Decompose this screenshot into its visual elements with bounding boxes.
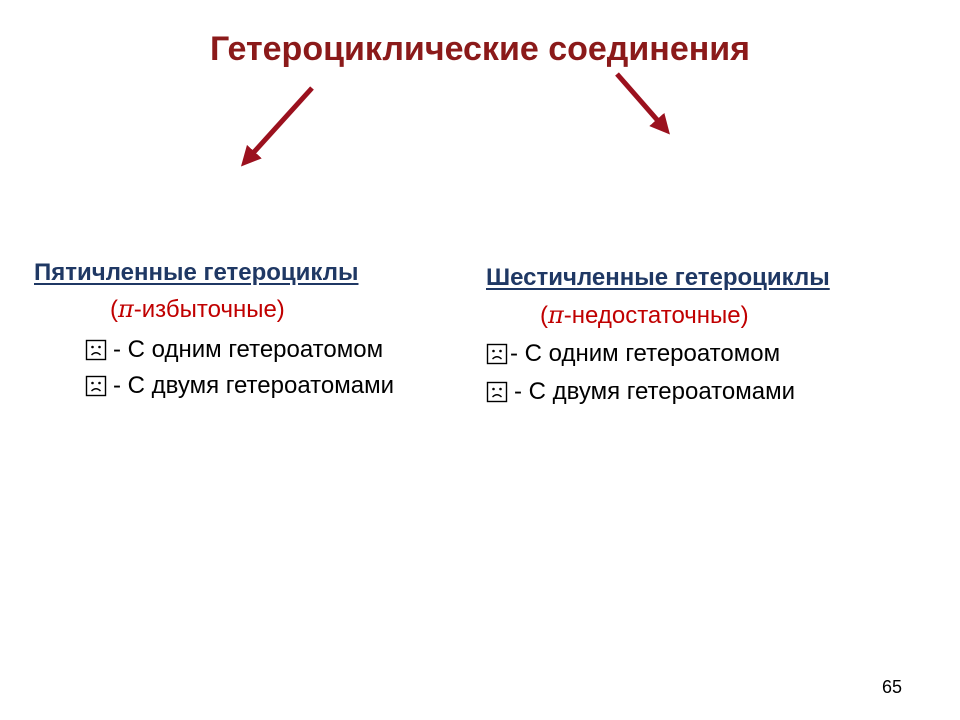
list-item [486, 338, 780, 370]
pi-symbol: π [118, 295, 134, 323]
item-text: - С двумя гетероатомами [514, 378, 795, 405]
list-item [486, 376, 795, 408]
note-text: -недостаточные) [563, 302, 749, 329]
frown-face-icon [85, 375, 107, 397]
list-item [85, 370, 394, 402]
frown-face-icon [85, 339, 107, 361]
page-number: 65 [881, 677, 902, 697]
note-open-paren: ( [110, 296, 118, 323]
frown-face-icon [486, 381, 508, 403]
pi-symbol: π [548, 301, 564, 329]
six-membered-heading: Шестичленные гетероциклы [486, 264, 830, 291]
list-item [85, 334, 383, 366]
frown-face-icon [486, 343, 508, 365]
five-membered-heading: Пятичленные гетероциклы [34, 259, 359, 286]
note-open-paren: ( [540, 302, 548, 329]
note-text: -избыточные) [133, 296, 285, 323]
item-text: - С одним гетероатомом [510, 340, 781, 367]
slide-title: Гетероциклические соединения [209, 30, 750, 68]
arrow-left [245, 88, 312, 162]
arrow-right [617, 74, 666, 130]
item-text: - С одним гетероатомом [113, 336, 384, 363]
item-text: - С двумя гетероатомами [113, 372, 394, 399]
five-membered-note [110, 294, 285, 325]
six-membered-note [540, 300, 749, 331]
